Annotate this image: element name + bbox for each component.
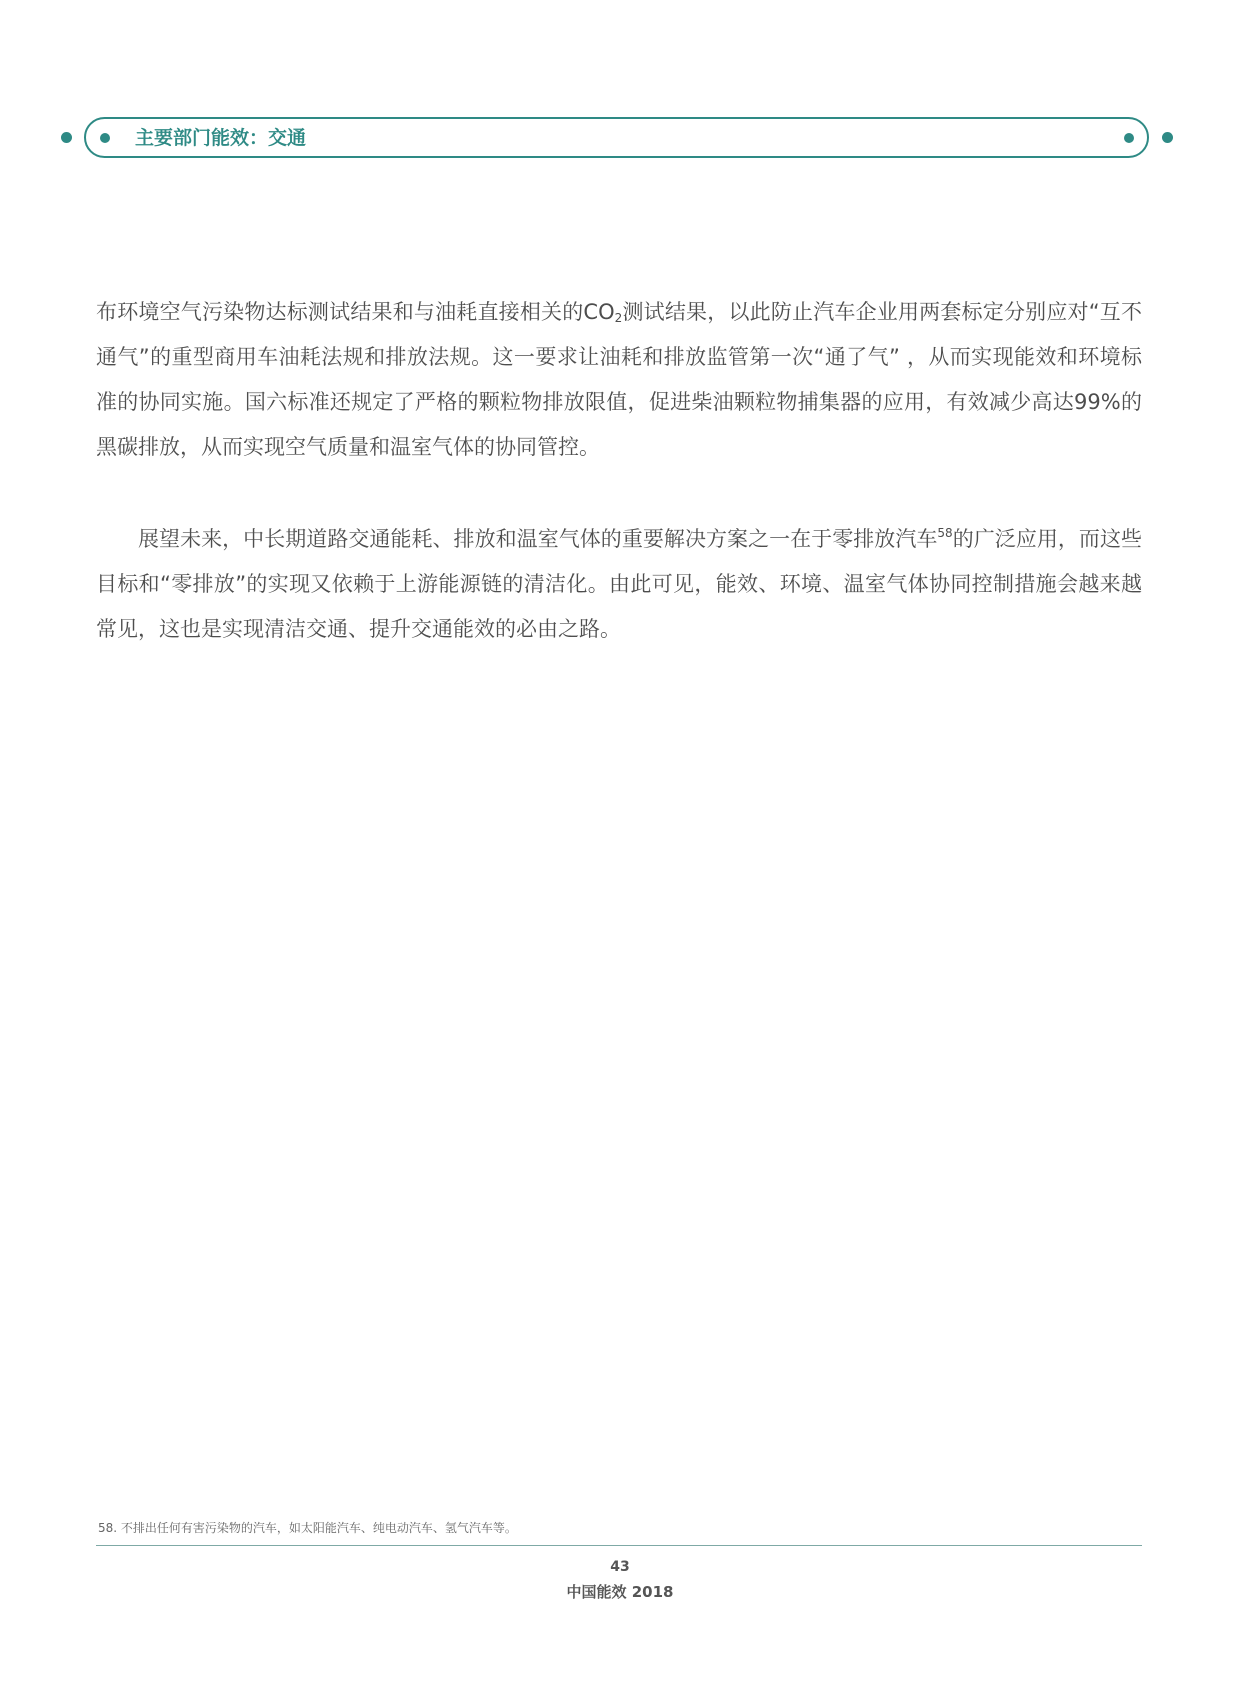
footnote-divider bbox=[96, 1545, 1142, 1546]
body-paragraph-2 bbox=[96, 517, 1142, 652]
header-left-outer-dot bbox=[61, 132, 72, 143]
paragraph-1-text-start: 布环境空气污染物达标测试结果和与油耗直接相关的CO bbox=[96, 300, 615, 324]
section-header-bar bbox=[84, 117, 1149, 158]
header-right-outer-dot bbox=[1162, 132, 1173, 143]
paragraph-1-text-end: 测试结果，以此防止汽车企业用两套标定分别应对“互不通气”的重型商用车油耗法规和排放法规。这一要求让油耗和排放监管第一次“通了气” ，从而实现能效和环境标准的协同实施。国六标准还规定了严格的颗粒物排放限值，促进柴油颗粒物捕集器的应用，有效减少高达99%的黑碳排放，从而实现空气质量和温室气体的协同管控。 bbox=[96, 300, 1142, 459]
section-title: 主要部门能效：交通 bbox=[135, 127, 307, 149]
paragraph-2-text-end: 的广泛应用，而这些目标和“零排放”的实现又依赖于上游能源链的清洁化。由此可见，能效、环境、温室气体协同控制措施会越来越常见，这也是实现清洁交通、提升交通能效的必由之路。 bbox=[96, 527, 1143, 641]
header-right-inner-dot bbox=[1124, 133, 1134, 143]
footnote-reference-58[interactable]: 58 bbox=[937, 526, 953, 540]
publication-name: 中国能效 2018 bbox=[566, 1583, 674, 1601]
body-paragraph-1 bbox=[96, 290, 1142, 470]
co2-subscript: 2 bbox=[614, 311, 623, 325]
footnote-58: 58. 不排出任何有害污染物的汽车，如太阳能汽车、纯电动汽车、氢气汽车等。 bbox=[98, 1521, 517, 1535]
header-left-inner-dot bbox=[100, 133, 110, 143]
paragraph-2-text-start: 展望未来，中长期道路交通能耗、排放和温室气体的重要解决方案之一在于零排放汽车 bbox=[138, 527, 938, 551]
page-number: 43 bbox=[610, 1559, 630, 1575]
